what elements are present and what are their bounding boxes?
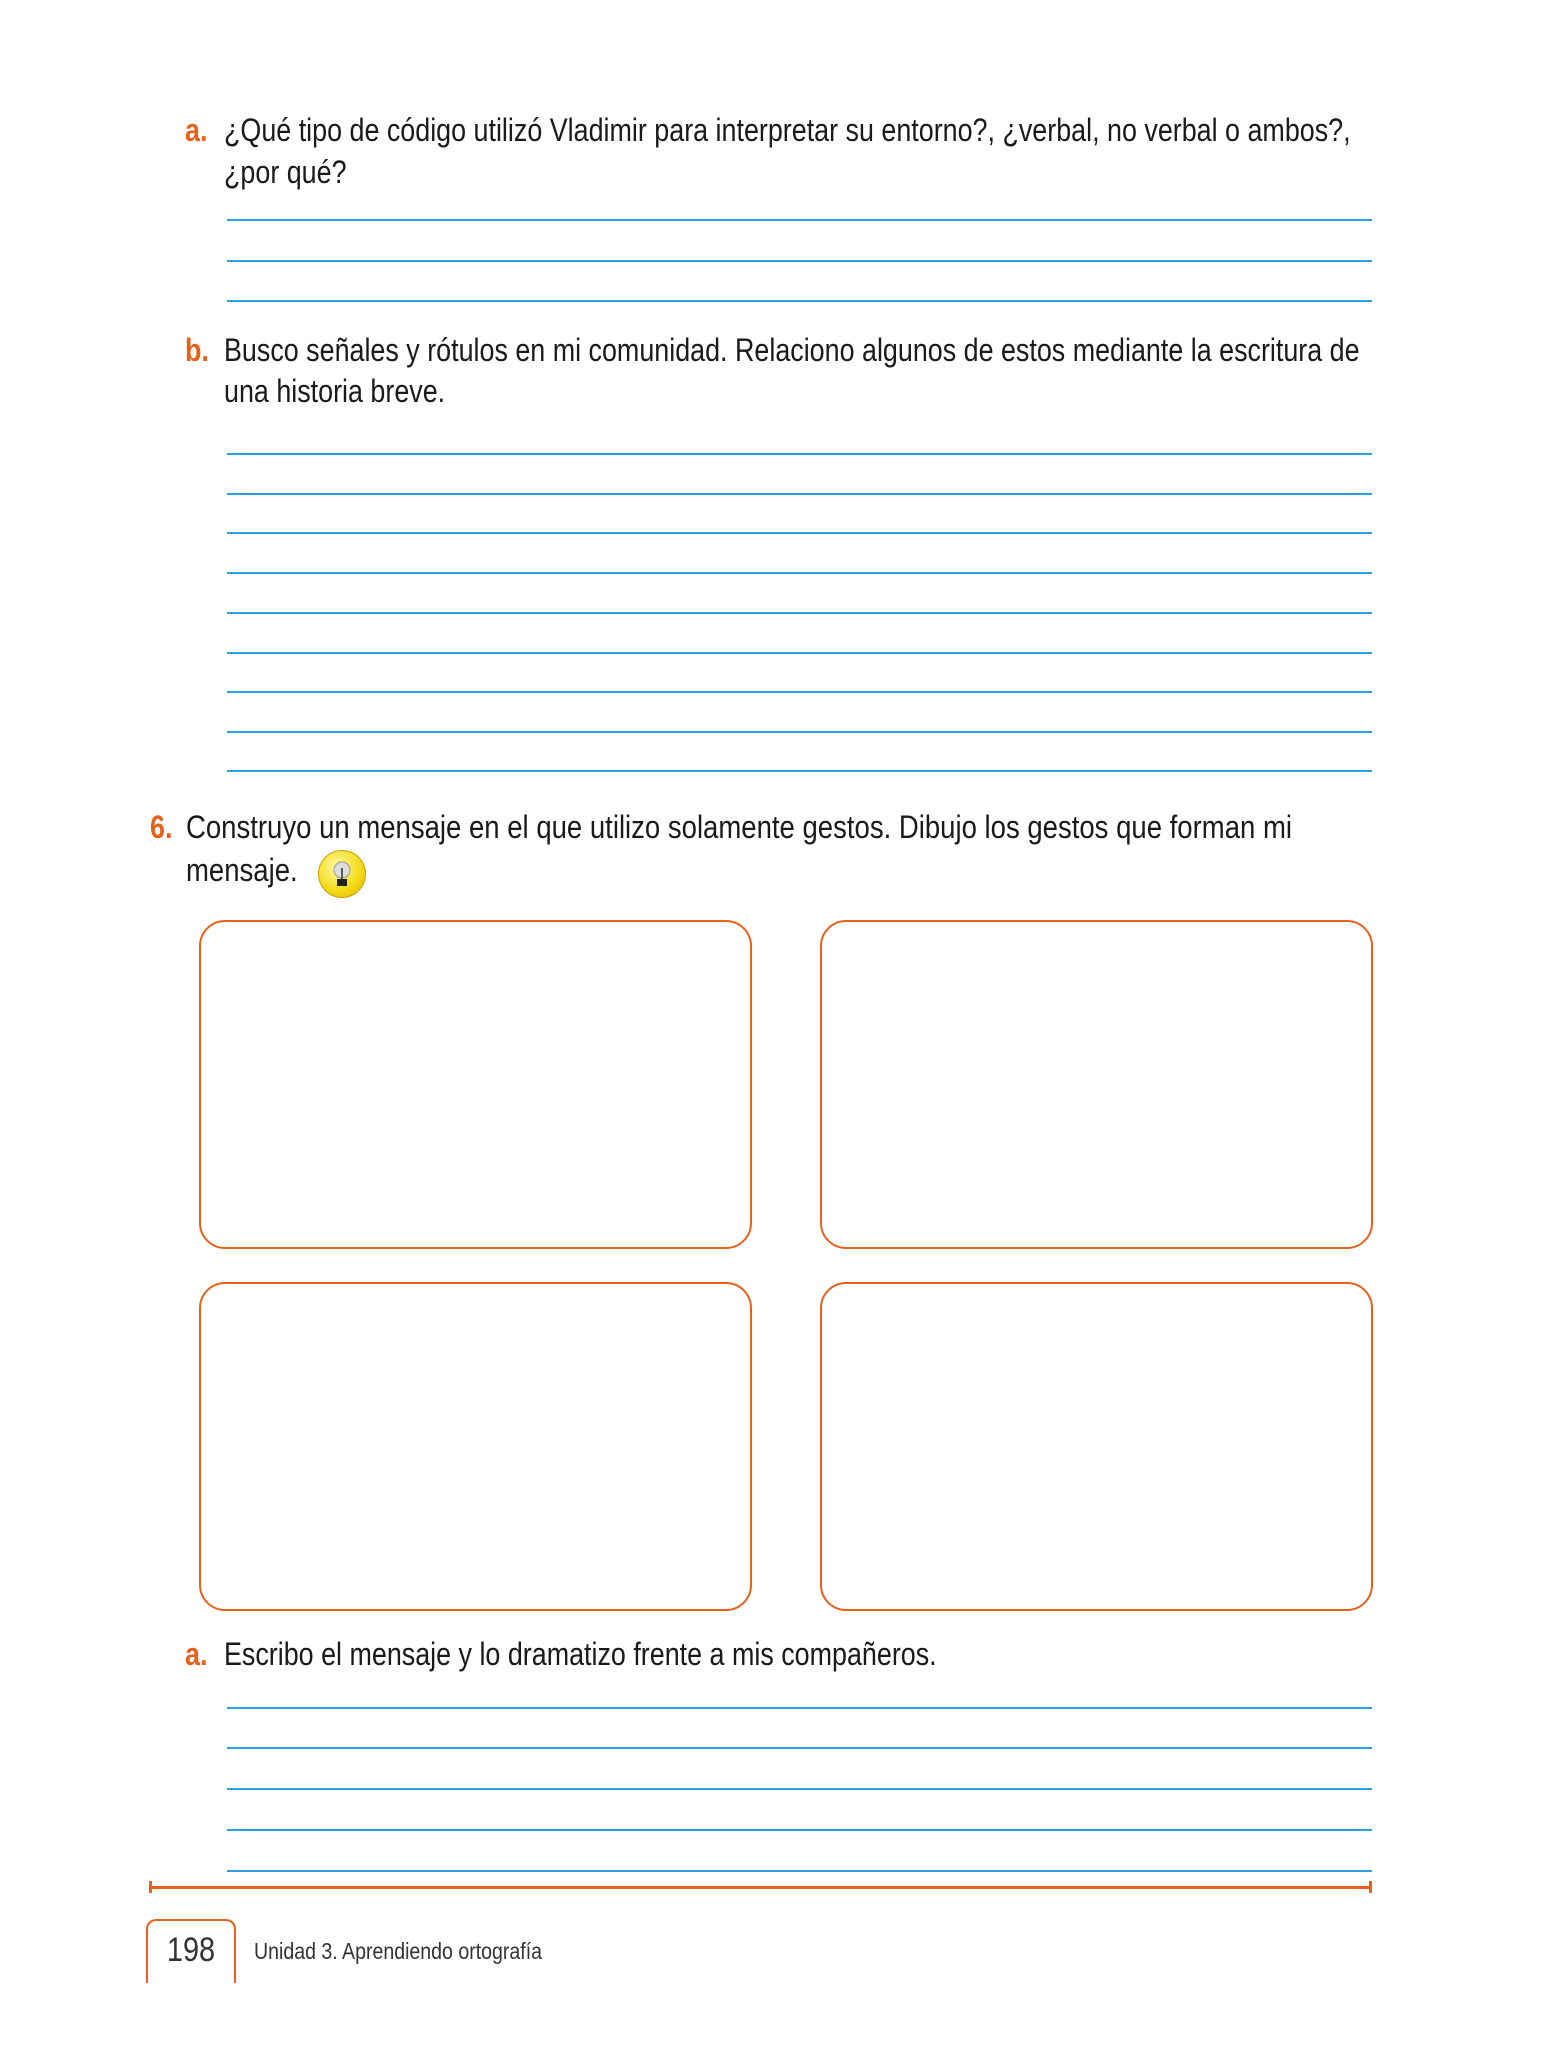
answer-line[interactable]	[227, 532, 1372, 534]
answer-line[interactable]	[227, 1870, 1372, 1872]
item-b-question-line2: una historia breve.	[224, 373, 446, 409]
answer-line[interactable]	[227, 612, 1372, 614]
footer-rule-tick-left	[149, 1881, 152, 1893]
answer-line[interactable]	[227, 1788, 1372, 1790]
answer-line[interactable]	[227, 300, 1372, 302]
item-6-label: 6.	[150, 809, 173, 845]
drawing-box-3[interactable]	[199, 1282, 752, 1611]
unit-title: Unidad 3. Aprendiendo ortografía	[254, 1938, 543, 1964]
item-6-question-line2: mensaje.	[186, 852, 298, 888]
answer-line[interactable]	[227, 572, 1372, 574]
answer-line[interactable]	[227, 691, 1372, 693]
footer-rule	[150, 1886, 1371, 1889]
answer-line[interactable]	[227, 493, 1372, 495]
item-b-question-line1: Busco señales y rótulos en mi comunidad. Relaciono algunos de estos mediante la escritura de	[224, 332, 1360, 368]
page-number: 198	[166, 1931, 216, 1969]
page-number-box	[146, 1919, 236, 1983]
answer-line[interactable]	[227, 453, 1372, 455]
answer-line[interactable]	[227, 260, 1372, 262]
drawing-box-2[interactable]	[820, 920, 1373, 1249]
item-b-label: b.	[185, 332, 209, 368]
item-6a-label: a.	[185, 1636, 208, 1672]
answer-line[interactable]	[227, 1707, 1372, 1709]
footer-rule-tick-right	[1369, 1881, 1372, 1893]
answer-line[interactable]	[227, 1747, 1372, 1749]
item-a-question-line1: ¿Qué tipo de código utilizó Vladimir para interpretar su entorno?, ¿verbal, no verbal o ambos?,	[224, 112, 1351, 148]
item-6a-question: Escribo el mensaje y lo dramatizo frente a mis compañeros.	[224, 1636, 937, 1672]
item-6-question-line1: Construyo un mensaje en el que utilizo solamente gestos. Dibujo los gestos que forman mi	[186, 809, 1292, 845]
drawing-box-1[interactable]	[199, 920, 752, 1249]
item-a-question-line2: ¿por qué?	[224, 154, 347, 190]
answer-line[interactable]	[227, 1829, 1372, 1831]
answer-line[interactable]	[227, 770, 1372, 772]
drawing-box-4[interactable]	[820, 1282, 1373, 1611]
answer-line[interactable]	[227, 652, 1372, 654]
answer-line[interactable]	[227, 731, 1372, 733]
item-a-label: a.	[185, 112, 208, 148]
answer-line[interactable]	[227, 219, 1372, 221]
lightbulb-icon	[318, 850, 366, 898]
